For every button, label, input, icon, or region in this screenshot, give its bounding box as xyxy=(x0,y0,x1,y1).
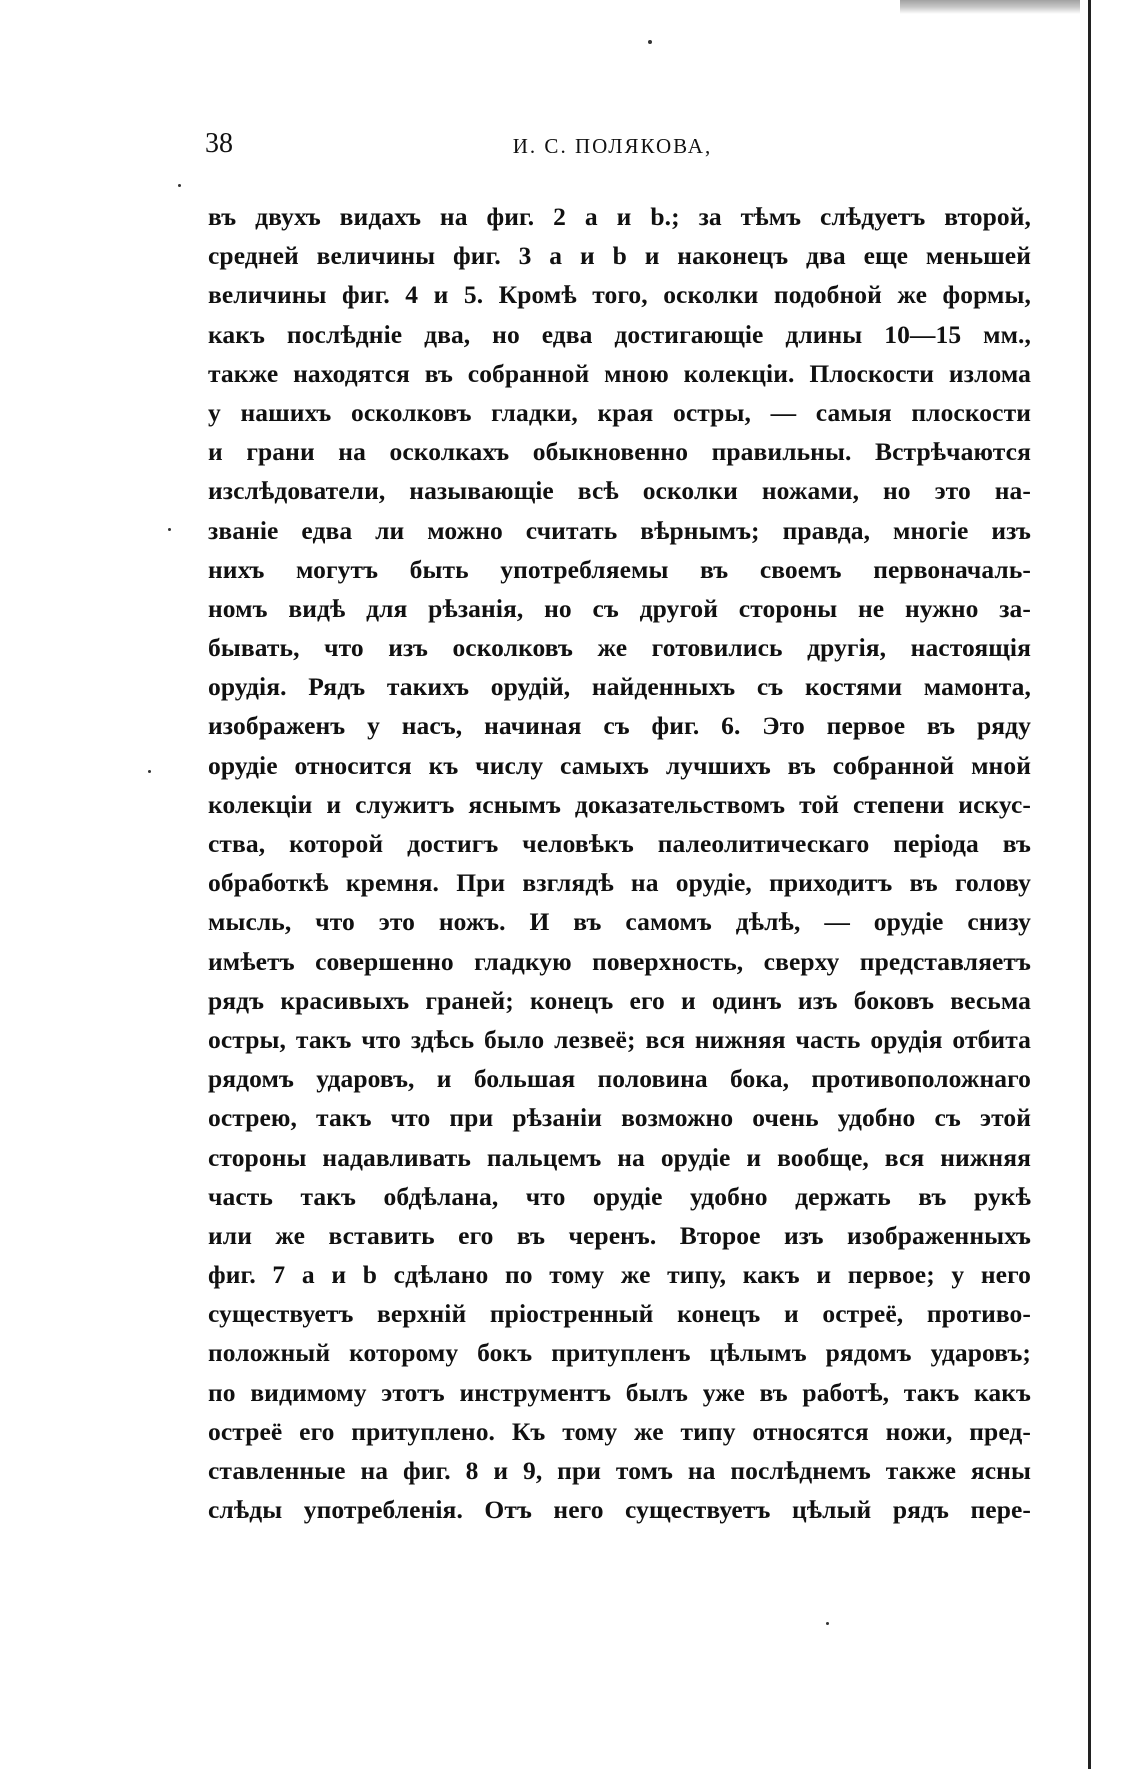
text-line: ставленные на фиг. 8 и 9, при томъ на послѣднемъ также ясны xyxy=(208,1456,1031,1485)
text-line: званіе едва ли можно считать вѣрнымъ; правда, многіе изъ xyxy=(208,515,1031,545)
text-line: у нашихъ осколковъ гладки, края остры, — самыя плоскости xyxy=(208,397,1031,427)
print-speck xyxy=(826,1622,829,1625)
text-line: имѣетъ совершенно гладкую поверхность, сверху представляетъ xyxy=(208,946,1031,976)
text-line: средней величины фиг. 3 a и b и наконецъ два еще меньшей xyxy=(208,241,1031,271)
text-line: существуетъ верхній пріостренный конецъ и остреё, противо- xyxy=(208,1299,1031,1329)
text-line: по видимому этотъ инструментъ былъ уже въ работѣ, такъ какъ xyxy=(208,1377,1031,1407)
text-line: нихъ могутъ быть употребляемы въ своемъ первоначаль- xyxy=(208,554,1031,584)
text-line: остреё его притуплено. Къ тому же типу относятся ножи, пред- xyxy=(208,1416,1031,1446)
print-speck xyxy=(168,528,171,531)
text-line: обработкѣ кремня. При взглядѣ на орудіе, приходитъ въ голову xyxy=(208,868,1031,898)
text-line: какъ послѣдніе два, но едва достигающіе длины 10—15 мм., xyxy=(208,319,1031,349)
text-line: номъ видѣ для рѣзанія, но съ другой стороны не нужно за- xyxy=(208,593,1031,623)
page-header xyxy=(205,128,1020,168)
text-line: рядъ красивыхъ граней; конецъ его и одинъ изъ боковъ весьма xyxy=(208,985,1031,1015)
body-text xyxy=(208,197,1031,1529)
text-line: мысль, что это ножъ. И въ самомъ дѣлѣ, — орудіе снизу xyxy=(208,907,1031,937)
text-line: также находятся въ собранной мною колекціи. Плоскости излома xyxy=(208,358,1031,388)
text-line: положный которому бокъ притупленъ цѣлымъ рядомъ ударовъ; xyxy=(208,1338,1031,1368)
text-line: орудія. Рядъ такихъ орудій, найденныхъ съ костями мамонта, xyxy=(208,672,1031,702)
text-line: ства, которой достигъ человѣкъ палеолитическаго періода въ xyxy=(208,829,1031,858)
text-line: стороны надавливать пальцемъ на орудіе и вообще, вся нижняя xyxy=(208,1142,1031,1172)
text-line: рядомъ ударовъ, и большая половина бока, противоположнаго xyxy=(208,1064,1031,1094)
print-speck xyxy=(148,770,151,773)
text-line: слѣды употребленія. Отъ него существуетъ цѣлый рядъ пере- xyxy=(208,1495,1031,1525)
text-line: остры, такъ что здѣсь было лезвеё; вся нижняя часть орудія отбита xyxy=(208,1024,1031,1054)
text-line: бывать, что изъ осколковъ же готовились другія, настоящія xyxy=(208,633,1031,663)
page-edge-line xyxy=(1088,0,1091,1769)
text-line: острею, такъ что при рѣзаніи возможно очень удобно съ этой xyxy=(208,1103,1031,1133)
page-number: 38 xyxy=(205,128,233,159)
text-line: часть такъ обдѣлана, что орудіе удобно держать въ рукѣ xyxy=(208,1181,1031,1211)
running-head: И. С. ПОЛЯКОВА, xyxy=(512,134,713,158)
text-line: колекціи и служитъ яснымъ доказательствомъ той степени искус- xyxy=(208,789,1031,819)
text-line: фиг. 7 a и b сдѣлано по тому же типу, какъ и первое; у него xyxy=(208,1260,1031,1290)
text-line: въ двухъ видахъ на фиг. 2 a и b.; за тѣмъ слѣдуетъ второй, xyxy=(208,202,1031,231)
print-speck xyxy=(648,40,652,44)
text-line: орудіе относится къ числу самыхъ лучшихъ въ собранной мной xyxy=(208,750,1031,780)
text-line: или же вставить его въ черенъ. Второе изъ изображенныхъ xyxy=(208,1220,1031,1250)
top-edge-smudge xyxy=(900,0,1080,14)
text-line: величины фиг. 4 и 5. Кромѣ того, осколки подобной же формы, xyxy=(208,280,1031,310)
print-speck xyxy=(178,184,181,187)
text-line: и грани на осколкахъ обыкновенно правильны. Встрѣчаются xyxy=(208,437,1031,467)
text-line: изображенъ у насъ, начиная съ фиг. 6. Это первое въ ряду xyxy=(208,711,1031,741)
text-line: изслѣдователи, называющіе всѣ осколки ножами, но это на- xyxy=(208,476,1031,506)
